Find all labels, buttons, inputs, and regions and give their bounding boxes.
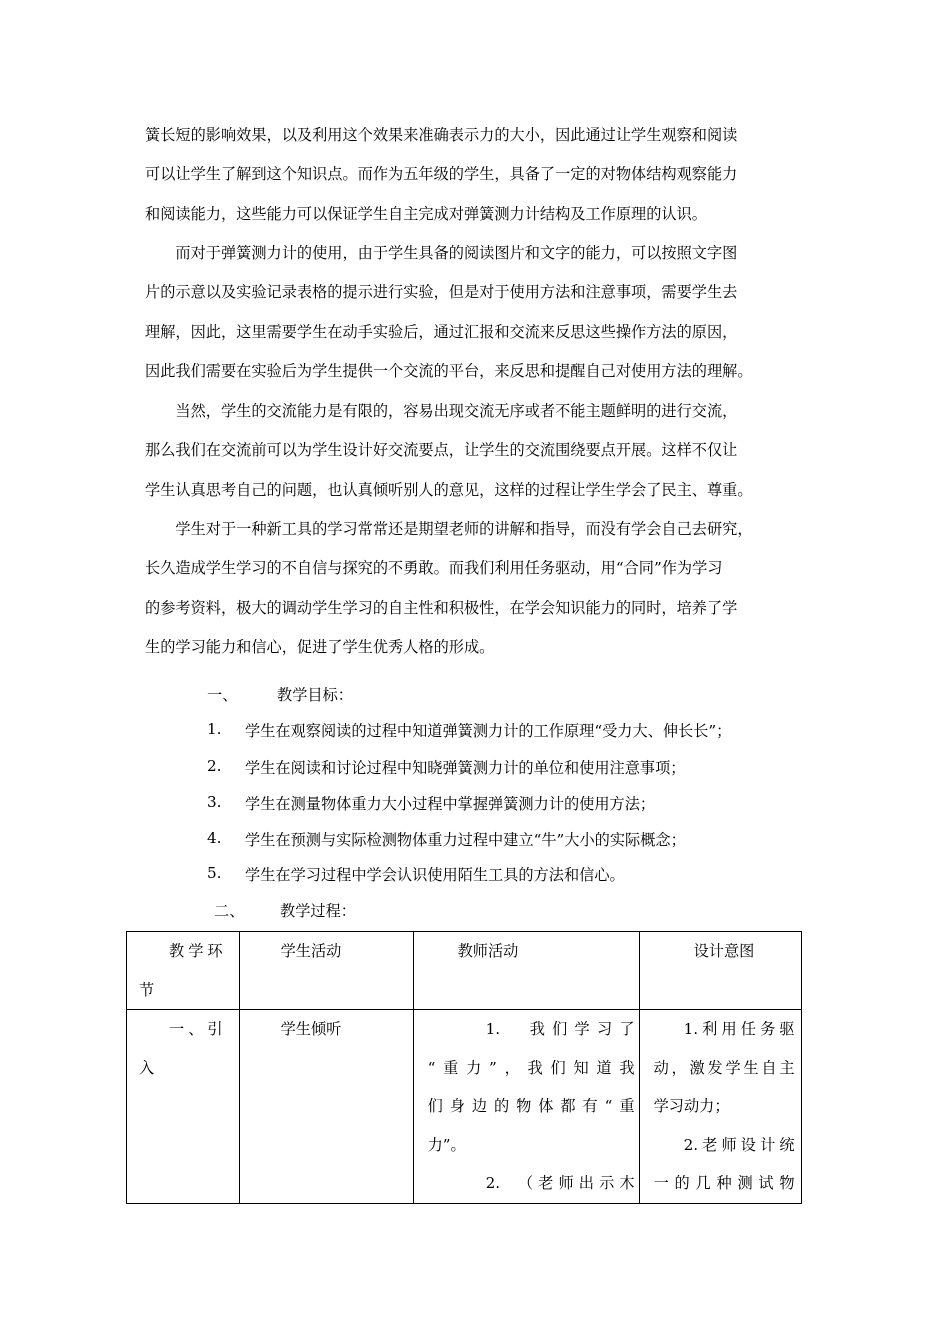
paragraph-line: 和阅读能力，这些能力可以保证学生自主完成对弹簧测力计结构及工作原理的认识。 <box>145 204 707 223</box>
table-row <box>127 1010 802 1204</box>
table-header-row <box>127 932 802 1010</box>
paragraph-line: 理解，因此，这里需要学生在动手实验后，通过汇报和交流来反思这些操作方法的原因， <box>145 322 738 341</box>
header-stage-line: 节 <box>139 980 155 999</box>
paragraph-line: 簧长短的影响效果，以及利用这个效果来准确表示力的大小，因此通过让学生观察和阅读 <box>145 126 738 144</box>
row-student-text: 学生倾听 <box>280 1020 342 1038</box>
row-teacher-line: 们身边的物体都有“重 <box>427 1097 635 1115</box>
header-student-label: 学生活动 <box>280 942 342 960</box>
header-intent-label: 设计意图 <box>693 942 755 960</box>
header-teacher-label: 教师活动 <box>457 942 519 960</box>
paragraph-1 <box>145 116 807 234</box>
row-intent-line: 学习动力； <box>653 1097 730 1115</box>
goal-text: 学生在预测与实际检测物体重力过程中建立“牛”大小的实际概念； <box>245 831 686 849</box>
goal-text: 学生在阅读和讨论过程中知晓弹簧测力计的单位和使用注意事项； <box>245 759 686 777</box>
row-cell-intent <box>639 1010 801 1204</box>
goal-text: 学生在观察阅读的过程中知道弹簧测力计的工作原理“受力大、伸长长”； <box>245 722 732 740</box>
goal-number: 4. <box>207 829 222 847</box>
row-teacher-line: 1. 我们学习了 <box>485 1020 635 1038</box>
paragraph-line: 学生对于一种新工具的学习常常还是期望老师的讲解和指导，而没有学会自己去研究， <box>145 520 753 538</box>
goal-text: 学生在学习过程中学会认识使用陌生工具的方法和信心。 <box>245 866 625 884</box>
paragraph-line: 而对于弹簧测力计的使用，由于学生具备的阅读图片和文字的能力，可以按照文字图 <box>145 244 738 262</box>
header-cell-stage <box>127 932 240 1010</box>
section-title: 教学过程： <box>280 902 356 920</box>
paragraph-line: 那么我们在交流前可以为学生设计好交流要点，让学生的交流围绕要点开展。这样不仅让 <box>145 441 738 460</box>
row-cell-teacher <box>413 1010 639 1204</box>
paragraph-2 <box>145 234 807 391</box>
header-cell-student <box>239 932 413 1010</box>
row-stage-line: 入 <box>139 1058 155 1077</box>
row-cell-stage <box>127 1010 240 1204</box>
goal-number: 3. <box>207 793 222 811</box>
row-teacher-line: 2. （老师出示木 <box>485 1174 635 1192</box>
paragraph-line: 片的示意以及实验记录表格的提示进行实验，但是对于使用方法和注意事项，需要学生去 <box>145 283 738 302</box>
row-intent-line: 2.老师设计统 <box>683 1135 795 1154</box>
row-intent-line: 一的几种测试物 <box>653 1174 795 1192</box>
goal-text: 学生在测量物体重力大小过程中掌握弹簧测力计的使用方法； <box>245 795 656 813</box>
section-title: 教学目标： <box>277 686 353 704</box>
paragraph-3 <box>145 392 807 510</box>
header-cell-intent <box>639 932 801 1010</box>
row-teacher-line: 力”。 <box>427 1135 466 1154</box>
row-intent-line: 动，激发学生自主 <box>653 1058 795 1077</box>
section-number: 二、 <box>214 902 245 920</box>
goal-number: 2. <box>207 757 222 775</box>
header-stage-line: 教学环 <box>169 942 227 960</box>
row-intent-line: 1.利用任务驱 <box>683 1020 795 1038</box>
paragraph-line: 学生认真思考自己的问题，也认真倾听别人的意见，这样的过程让学生学会了民主、尊重。 <box>145 480 753 499</box>
paragraph-line: 当然，学生的交流能力是有限的，容易出现交流无序或者不能主题鲜明的进行交流， <box>145 402 738 420</box>
row-stage-line: 一、引 <box>169 1020 227 1038</box>
paragraph-line: 因此我们需要在实验后为学生提供一个交流的平台，来反思和提醒自己对使用方法的理解。 <box>145 361 753 380</box>
paragraph-line: 的参考资料，极大的调动学生学习的自主性和积极性，在学会知识能力的同时，培养了学 <box>145 598 738 617</box>
paragraph-line: 长久造成学生学习的不自信与探究的不勇敢。而我们利用任务驱动，用“合同”作为学习 <box>145 559 723 578</box>
paragraph-line: 生的学习能力和信心，促进了学生优秀人格的形成。 <box>145 637 495 656</box>
row-cell-student <box>239 1010 413 1204</box>
paragraph-line: 可以让学生了解到这个知识点。而作为五年级的学生，具备了一定的对物体结构观察能力 <box>145 165 738 184</box>
row-teacher-line: “重力”，我们知道我 <box>427 1058 635 1077</box>
header-cell-teacher <box>413 932 639 1010</box>
section-number: 一、 <box>207 686 238 704</box>
goal-number: 5. <box>207 864 222 882</box>
teaching-process-table <box>126 931 802 1204</box>
goal-number: 1. <box>207 720 222 738</box>
paragraph-4 <box>145 510 807 667</box>
